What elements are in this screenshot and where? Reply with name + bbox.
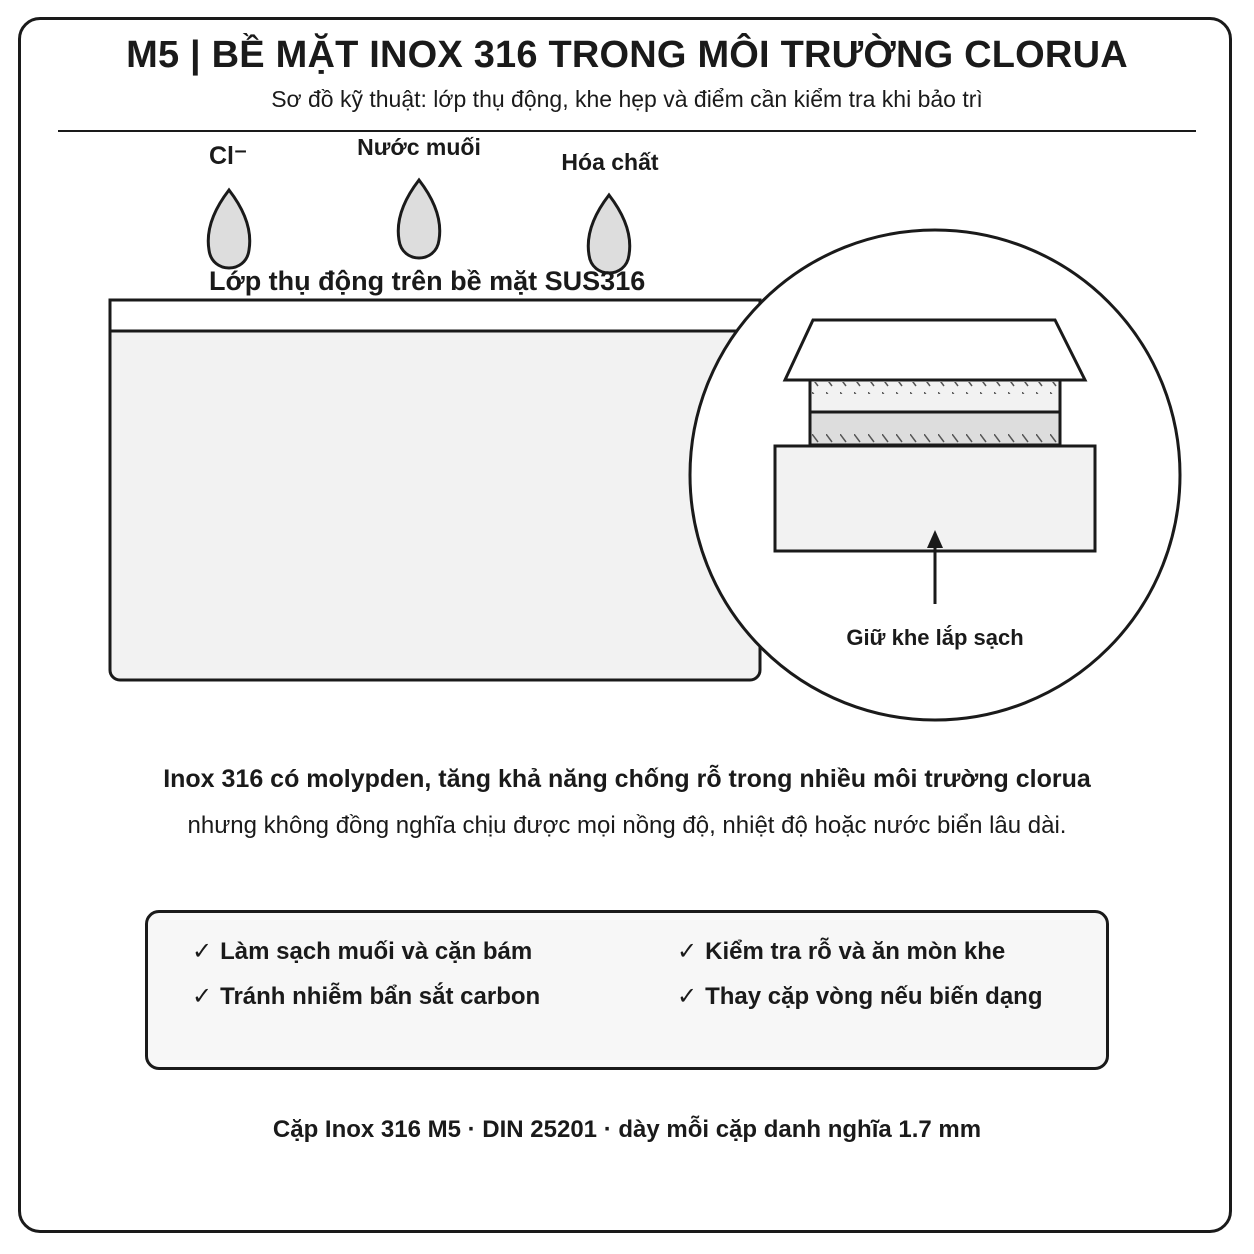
brine-drop-icon [398, 180, 439, 258]
washer-upper-hatch [812, 382, 1058, 394]
washer-lower-hatch [812, 432, 1058, 443]
check-icon: ✓ [192, 938, 213, 965]
checklist-item-label: Kiểm tra rỗ và ăn mòn khe [705, 938, 1006, 965]
note-regular-line: nhưng không đồng nghĩa chịu được mọi nồng độ, nhiệt độ hoặc nước biển lâu dài. [187, 812, 1067, 839]
checklist-item [677, 937, 1005, 966]
steel-plate [110, 300, 760, 680]
checklist-item-label: Thay cặp vòng nếu biến dạng [705, 983, 1043, 1010]
checklist-item [192, 982, 540, 1011]
checklist-item-label: Làm sạch muối và cặn bám [220, 938, 533, 965]
check-icon: ✓ [677, 938, 698, 965]
drop-label-chemical: Hóa chất [561, 149, 659, 175]
check-icon: ✓ [677, 983, 698, 1010]
note-bold-line: Inox 316 có molypden, tăng khả năng chống rỗ trong nhiều môi trường clorua [163, 765, 1091, 793]
callout-label: Giữ khe lắp sạch [846, 625, 1024, 650]
chemical-drop-icon [588, 195, 629, 273]
checklist-item [677, 982, 1042, 1011]
page-title: M5 | BỀ MẶT INOX 316 TRONG MÔI TRƯỜNG CLORUA [126, 34, 1128, 76]
footer-spec: Cặp Inox 316 M5 · DIN 25201 · dày mỗi cặp danh nghĩa 1.7 mm [272, 1116, 982, 1143]
checklist-item [192, 937, 532, 966]
page-subtitle: Sơ đồ kỹ thuật: lớp thụ động, khe hẹp và điểm cần kiểm tra khi bảo trì [271, 86, 983, 112]
chloride-drop-icon [208, 190, 249, 268]
drop-label-brine: Nước muối [357, 134, 481, 160]
passive-layer [110, 300, 760, 331]
surface-label: Lớp thụ động trên bề mặt SUS316 [209, 266, 646, 296]
nut-head [785, 320, 1085, 380]
checklist-item-label: Tránh nhiễm bẩn sắt carbon [220, 983, 541, 1010]
drop-label-chloride: Cl⁻ [209, 142, 248, 170]
check-icon: ✓ [192, 983, 213, 1010]
